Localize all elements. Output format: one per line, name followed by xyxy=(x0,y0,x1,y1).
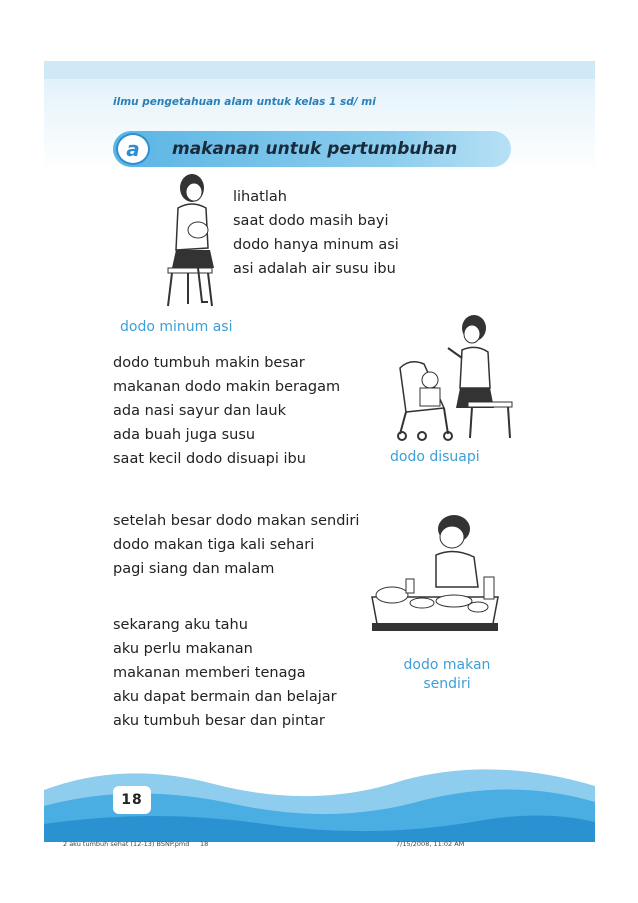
caption-self-eat xyxy=(386,656,508,694)
caption-line: dodo makan xyxy=(403,657,491,673)
stanza-line: lihatlah xyxy=(233,189,287,205)
footer-filename: 2 aku tumbuh sehat (12-13) BSNP.pmd xyxy=(63,840,190,848)
caption-fed: dodo disuapi xyxy=(390,449,480,465)
stanza-line: pagi siang dan malam xyxy=(113,561,275,577)
stanza-line: aku perlu makanan xyxy=(113,641,253,657)
stanza-2 xyxy=(113,351,340,471)
stanza-line: dodo hanya minum asi xyxy=(233,237,399,253)
stanza-line: aku dapat bermain dan belajar xyxy=(113,689,337,705)
caption-line: sendiri xyxy=(423,676,471,692)
mother-breastfeeding-illustration xyxy=(158,168,224,308)
stanza-line: makanan memberi tenaga xyxy=(113,665,306,681)
page-number: 18 xyxy=(113,786,151,814)
stanza-line: setelah besar dodo makan sendiri xyxy=(113,513,360,529)
mother-feeding-child-illustration xyxy=(390,308,518,450)
stanza-1 xyxy=(233,185,399,281)
boy-eating-illustration xyxy=(366,505,506,637)
stanza-line: aku tumbuh besar dan pintar xyxy=(113,713,325,729)
stanza-line: ada nasi sayur dan lauk xyxy=(113,403,287,419)
stanza-line: dodo makan tiga kali sehari xyxy=(113,537,315,553)
footer-date: 7/15/2008, 11:02 AM xyxy=(396,840,465,848)
footer-page: 18 xyxy=(200,840,209,848)
section-title: makanan untuk pertumbuhan xyxy=(172,139,458,159)
section-badge: a xyxy=(116,133,150,165)
stanza-4 xyxy=(113,613,337,733)
caption-breastfeeding: dodo minum asi xyxy=(120,319,233,335)
stanza-line: asi adalah air susu ibu xyxy=(233,261,396,277)
stanza-line: saat kecil dodo disuapi ibu xyxy=(113,451,306,467)
stanza-line: sekarang aku tahu xyxy=(113,617,248,633)
stanza-3 xyxy=(113,509,359,581)
stanza-line: ada buah juga susu xyxy=(113,427,256,443)
series-title: ilmu pengetahuan alam untuk kelas 1 sd/ mi xyxy=(113,96,376,108)
stanza-line: saat dodo masih bayi xyxy=(233,213,389,229)
header-band xyxy=(44,61,595,79)
stanza-line: makanan dodo makin beragam xyxy=(113,379,341,395)
stanza-line: dodo tumbuh makin besar xyxy=(113,355,305,371)
